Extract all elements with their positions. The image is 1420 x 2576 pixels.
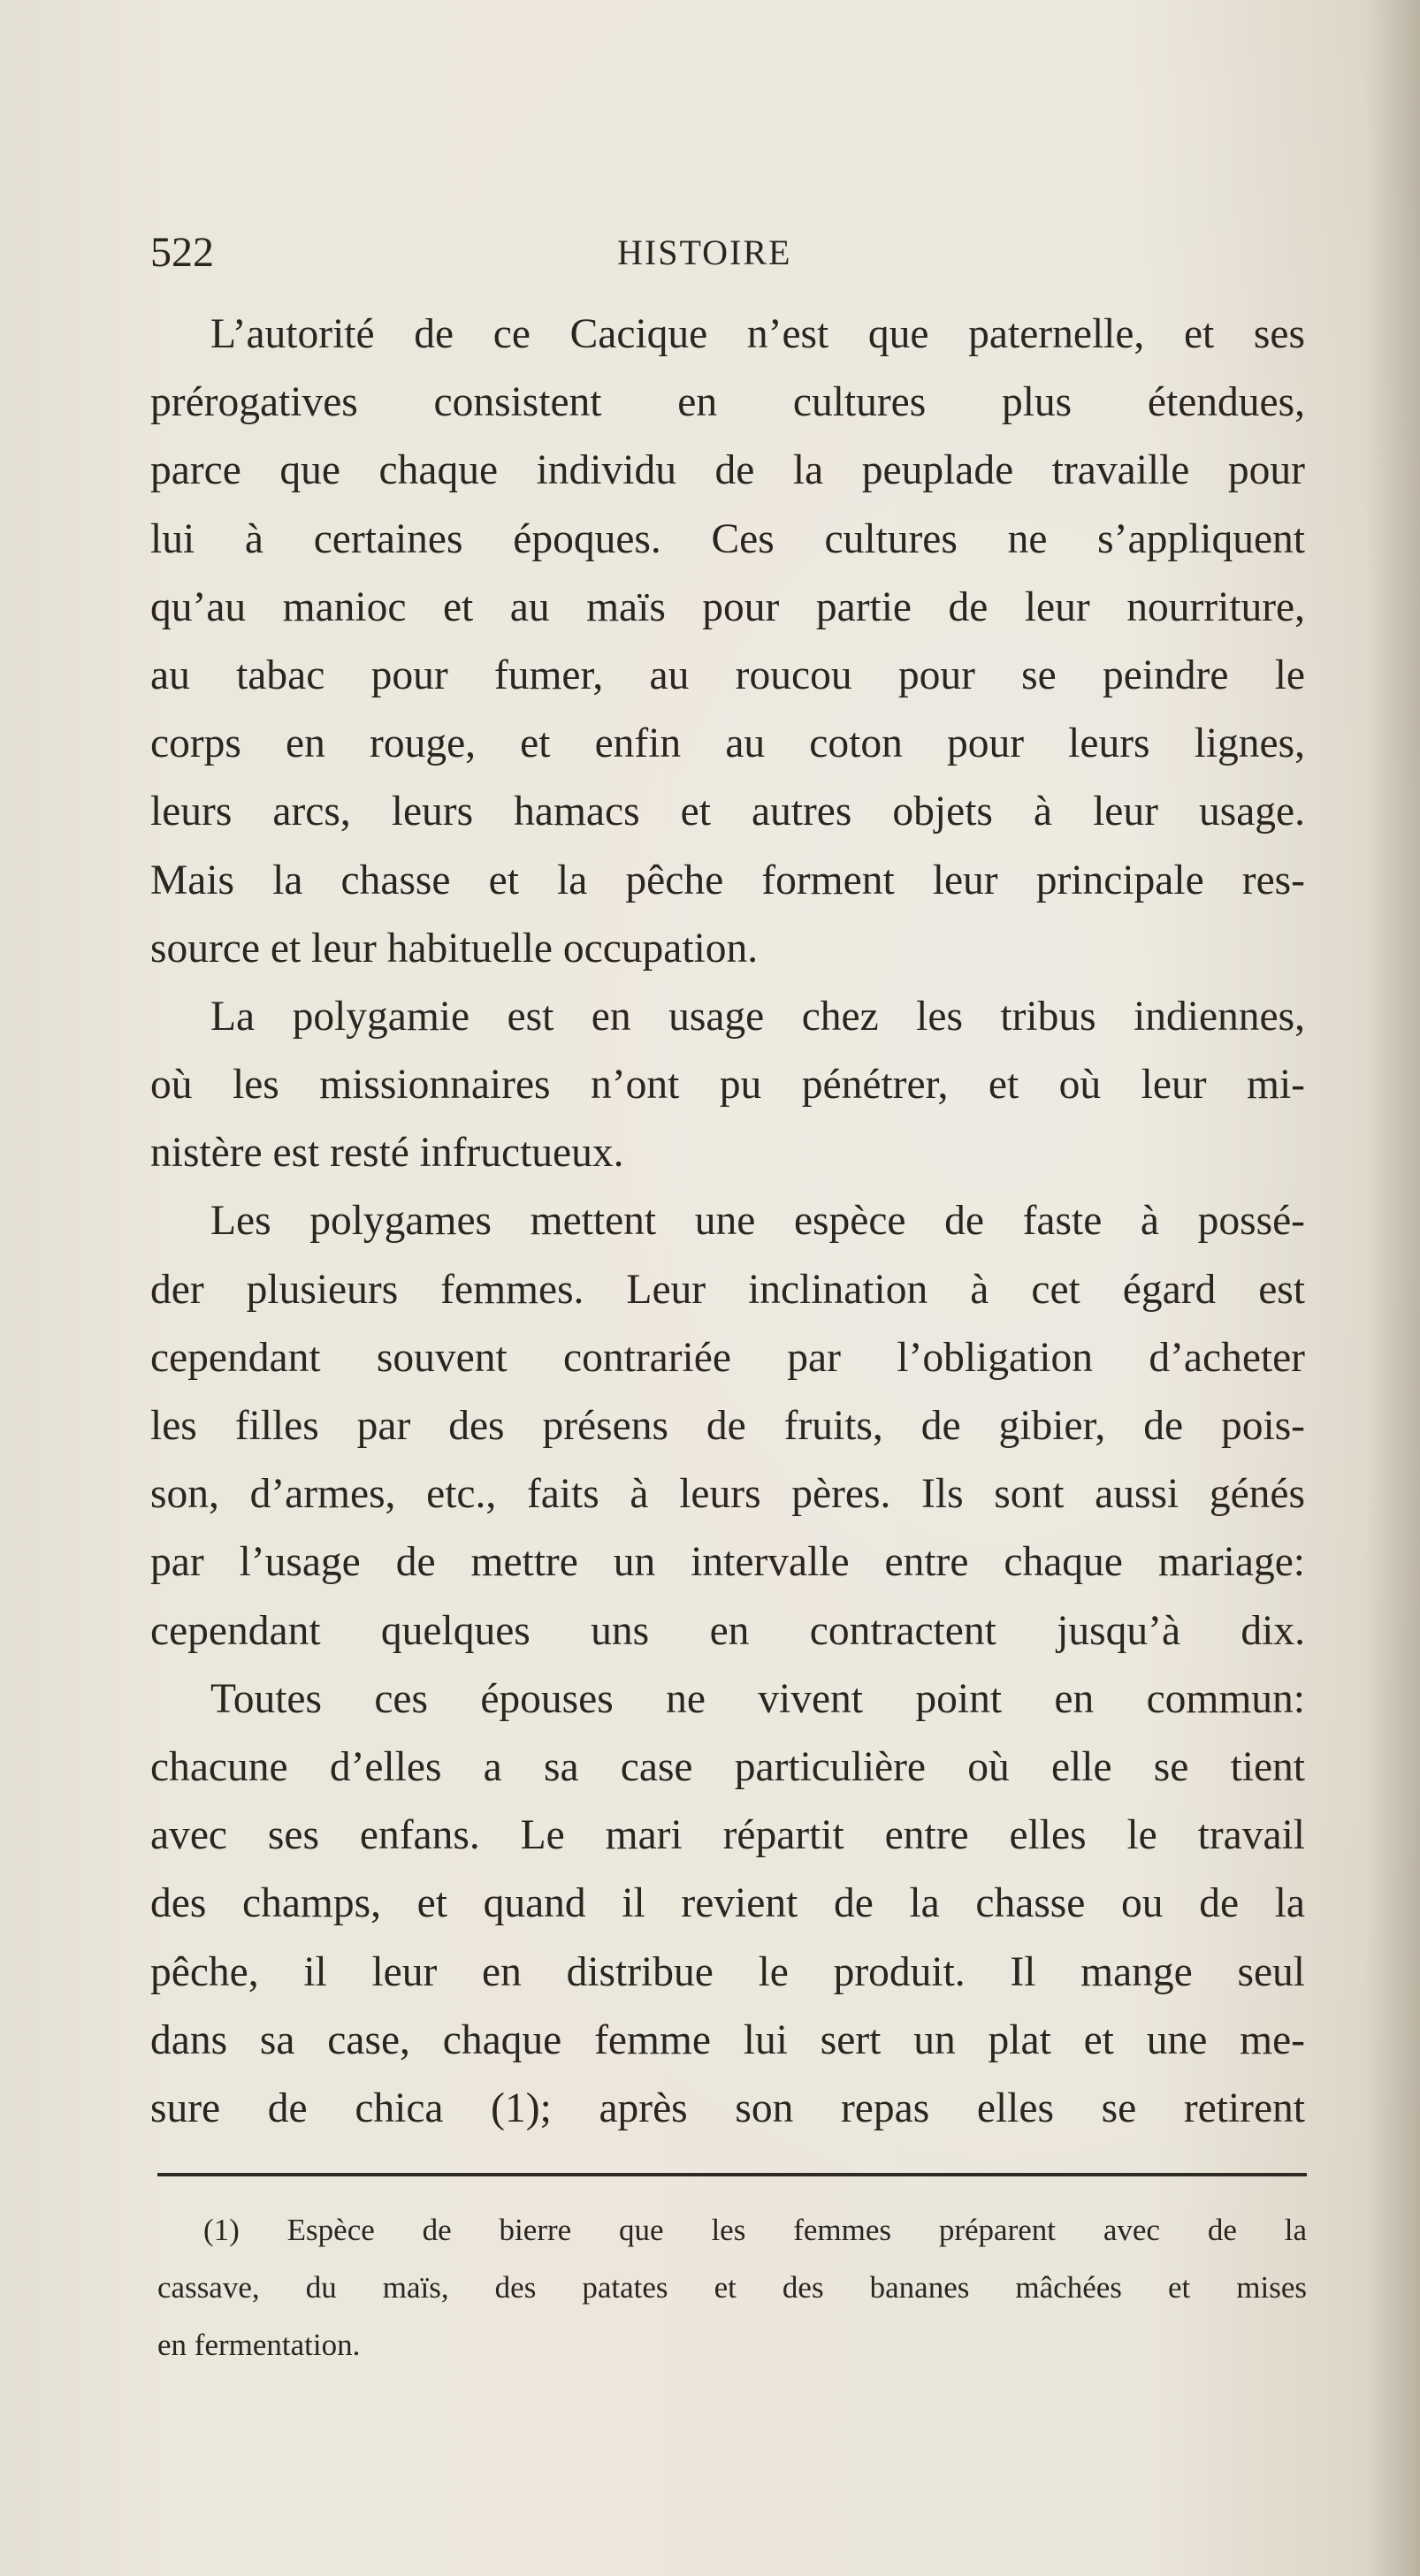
- text-line: source et leur habituelle occupation.: [150, 925, 759, 972]
- page-edge-shadow: [1367, 0, 1420, 2576]
- text-line: par l’usage de mettre un intervalle entre chaque mariage:: [150, 1539, 1305, 1586]
- text-line: La polygamie est en usage chez les tribus indiennes,: [210, 993, 1305, 1040]
- text-line: der plusieurs femmes. Leur inclination à cet égard est: [150, 1266, 1305, 1313]
- text-line: pêche, il leur en distribue le produit. Il mange seul: [150, 1948, 1305, 1995]
- text-line: cependant quelques uns en contractent jusqu’à dix.: [150, 1607, 1305, 1654]
- text-line: prérogatives consistent en cultures plus étendues,: [150, 379, 1305, 426]
- page-header: [150, 228, 1300, 290]
- text-line: leurs arcs, leurs hamacs et autres objets à leur usage.: [150, 789, 1305, 835]
- footnote-line: cassave, du maïs, des patates et des bananes mâchées et mises: [157, 2270, 1307, 2305]
- text-line: chacune d’elles a sa case particulière où elle se tient: [150, 1743, 1305, 1790]
- text-line: où les missionnaires n’ont pu pénétrer, et où leur mi-: [150, 1062, 1305, 1109]
- text-line: Les polygames mettent une espèce de faste à possé-: [210, 1198, 1305, 1245]
- text-line: dans sa case, chaque femme lui sert un plat et une me-: [150, 2016, 1305, 2063]
- text-line: parce que chaque individu de la peuplade travaille pour: [150, 447, 1305, 494]
- text-line: sure de chica (1); après son repas elles se retirent: [150, 2084, 1305, 2131]
- footnote-rule: [157, 2173, 1307, 2176]
- text-line: les filles par des présens de fruits, de gibier, de pois-: [150, 1403, 1305, 1449]
- text-line: avec ses enfans. Le mari répartit entre elles le travail: [150, 1812, 1305, 1859]
- body-text: [150, 301, 1305, 2143]
- text-line: au tabac pour fumer, au roucou pour se peindre le: [150, 652, 1305, 698]
- text-line: Mais la chasse et la pêche forment leur principale res-: [150, 857, 1305, 903]
- text-line: Toutes ces épouses ne vivent point en commun:: [210, 1675, 1305, 1722]
- footnote-line: en fermentation.: [157, 2328, 361, 2362]
- text-line: L’autorité de ce Cacique n’est que paternelle, et ses: [210, 311, 1305, 357]
- text-line: cependant souvent contrariée par l’obligation d’acheter: [150, 1334, 1305, 1381]
- text-line: son, d’armes, etc., faits à leurs pères. Ils sont aussi génés: [150, 1471, 1305, 1518]
- text-line: corps en rouge, et enfin au coton pour leurs lignes,: [150, 720, 1305, 767]
- page-number: 522: [150, 229, 214, 276]
- running-title: HISTOIRE: [617, 232, 792, 272]
- text-line: nistère est resté infructueux.: [150, 1130, 624, 1177]
- text-line: lui à certaines époques. Ces cultures ne s’appliquent: [150, 515, 1305, 562]
- text-line: des champs, et quand il revient de la chasse ou de la: [150, 1880, 1305, 1927]
- footnote-line: (1) Espèce de bierre que les femmes préparent avec de la: [203, 2213, 1307, 2247]
- footnote: [157, 2201, 1307, 2374]
- text-line: qu’au manioc et au maïs pour partie de leur nourriture,: [150, 583, 1305, 630]
